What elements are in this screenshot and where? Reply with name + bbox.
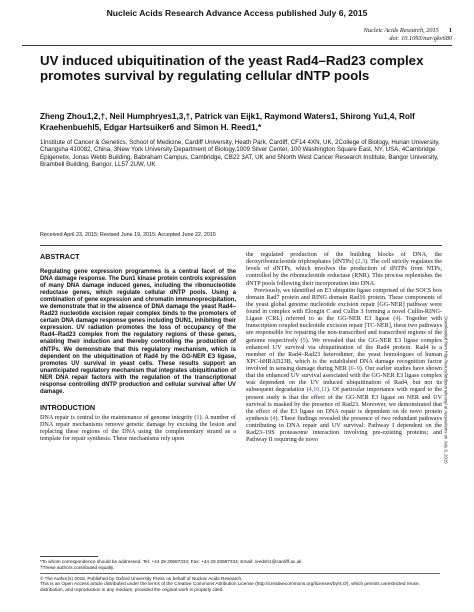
footnote-rule	[40, 556, 98, 557]
footnotes	[40, 559, 440, 593]
license-rule	[40, 573, 440, 574]
license-note: This is an Open Access article distributed under the terms of the Creative Commons Attribution License (http://creativecommons.org/licenses/by/4.0/), which permits unrestricted reuse, distribution, and reproduction in any medium, provided the original work is properly cited.	[40, 581, 420, 593]
download-sidebar	[440, 300, 452, 480]
body-paragraph	[246, 288, 442, 445]
affiliations: 1Institute of Cancer & Genetics, School of Medicine, Cardiff University, Heath Park, Cardiff, CF14 4XN, UK, 2College of Biology, Hunan University, Changsha 410082, China, 3New York University Department of Biology,1009 Silver Center, 100 Washington Square East, NY, USA, 4Cambridge Epigenetix, Jonas Webb Building, Babraham Campus, Cambridge, CB22 3AT, UK and 5North West Cancer Research Institute, Bangor University, Brambell Building, Bangor, LL57 2UW, UK	[40, 139, 440, 169]
citation-link[interactable]: 6–9	[350, 366, 360, 372]
section-divider	[40, 245, 442, 246]
text-run: the regulated production of the building blocks of DNA, the deoxyribonucleotide triphosphates [dNTPs] (	[246, 252, 442, 266]
text-run: ). Together with transcription coupled nucleotide excision repair [TC-NER], these two pathways are responsible for repairing the non-transcribed and transcribed regions of the genome respectively (	[246, 316, 442, 344]
introduction-heading: INTRODUCTION	[40, 402, 96, 412]
body-paragraph	[246, 252, 442, 288]
page-number: 1	[448, 27, 452, 34]
header-rule	[22, 45, 452, 46]
citation-link[interactable]: 2,3	[357, 259, 366, 266]
text-run: ). Of particular importance with regard to the present study is that the effect of the GG-NER E3 ligase on NER and UV survival is masked by the presence of Rad23. Moreover, we demonstrated that the effect of the E3 ligase on DNA repair is dependent on de novo protein synthesis (	[246, 387, 442, 422]
citation-link[interactable]: 4	[395, 316, 399, 323]
doi[interactable]: doi: 10.1093/nar/gkv680	[389, 35, 452, 42]
text-run: ). The cell strictly regulates the levels of dNTPs, which involves the production of dNTPs from NTPs, controlled by the ribonucleotide reductase (RNR). This process replenishes the dNTP pools following their incorporation into DNA.	[246, 259, 442, 287]
left-column	[40, 252, 236, 443]
correspondence-note: *To whom correspondence should be addressed. Tel: +44 29 20687334; Fax: +44 29 20687334; Email: reedsh1@cardiff.ac.uk	[40, 559, 302, 564]
citation-link[interactable]: 4	[272, 415, 276, 422]
text-run: ). Our earlier studies have shown that the enhanced UV survival associated with the GG-NER E3 ligase complex was dependent on the UV induced ubiquitination of Rad4, but not its subsequent degradation (	[246, 366, 442, 394]
download-notice: Downloaded from http://nar.oxfordjournals.org/ at Acquisitions on July 8, 2015	[443, 316, 449, 464]
citation-link[interactable]: 5	[302, 337, 306, 344]
journal-info	[272, 27, 452, 43]
article-title: UV induced ubiquitination of the yeast Rad4–Rad23 complex promotes survival by regulating cellular dNTP pools	[40, 53, 424, 83]
text-run: ). A number of DNA repair mechanisms remove genetic damage by excising the lesion and replacing these regions of the DNA using the complementary strand as a template for repair synthesis. These mechanisms rely upon	[40, 414, 236, 443]
journal-name-year: Nucleic Acids Research, 2015	[363, 27, 439, 34]
abstract-text: Regulating gene expression programmes is a central facet of the DNA damage response. The Dun1 kinase protein controls expression of many DNA damage induced genes, including the ribonucleotide reductase genes, which regulate cellular dNTP pools. Using a combination of gene expression and chromatin immunoprecipitation, we demonstrate that in the absence of DNA damage the yeast Rad4–Rad23 nucleotide excision repair complex binds to the promoters of certain DNA damage response genes including DUN1, inhibiting their expression. UV radiation promotes the loss of occupancy of the Rad4–Rad23 complex from the regulatory regions of these genes, enabling their induction and thereby controlling the production of dNTPs. We demonstrate that this regulatory mechanism, which is dependent on the ubiquitination of Rad4 by the GG-NER E3 ligase, promotes UV survival in yeast cells. These results support an unanticipated regulatory mechanism that integrates ubiquitination of NER DNA repair factors with the regulation of the transcriptional response controlling dNTP production and cellular survival after UV damage.	[40, 269, 236, 395]
author-list: Zheng Zhou1,2,†, Neil Humphryes1,3,†, Patrick van Eijk1, Raymond Waters1, Shirong Yu1,4, Rolf Kraehenbuehl5, Edgar Hartsuiker6 and Simon H. Reed1,*	[40, 112, 415, 132]
submission-dates: Received April 23, 2015; Revised June 19, 2015; Accepted June 22, 2015	[40, 232, 216, 238]
text-run: ). We revealed that the GG-NER E3 ligase complex enhanced UV survival via ubiquitination of the Rad4 protein. Rad4 is a member of the Rad4–Rad23 heterodimer, the yeast homologues of human XPC-hHRAD23B, which is the established DNA damage recognition factor involved in sensing damage during NER (	[246, 337, 442, 372]
text-run: ). These findings revealed the presence of two redundant pathways contributing to DNA repair and UV survival: Pathway I dependent on the Rad23–19S proteasome interaction involving pre-existing proteins; and Pathway II requiring de novo	[246, 415, 442, 444]
right-column	[246, 252, 442, 444]
copyright-note: © The Author(s) 2015. Published by Oxford University Press on behalf of Nucleic Acids Research.	[40, 575, 243, 581]
advance-access-banner: Nucleic Acids Research Advance Access published July 6, 2015	[106, 8, 368, 18]
abstract-heading: ABSTRACT	[40, 252, 80, 261]
citation-link[interactable]: 1	[196, 414, 200, 421]
citation-link[interactable]: 4,10,11	[308, 387, 327, 394]
text-run: DNA repair is central to the maintenance of genome integrity (	[40, 414, 197, 421]
intro-paragraph	[40, 415, 236, 444]
equal-contribution-note: †These authors contributed equally.	[40, 564, 115, 570]
text-run: Previously, we identified an E3 ubiquitin ligase comprised of the SOCS box domain Rad7 protein and RING domain Rad16 protein. These components of the yeast global genome nucleotide excision repair [GG-NER] pathway were found in complex with Elongin C and Cullin 3 forming a novel Cullin-RING-Ligase (CRL) referred to as the GG-NER E3 ligase (	[246, 287, 442, 323]
